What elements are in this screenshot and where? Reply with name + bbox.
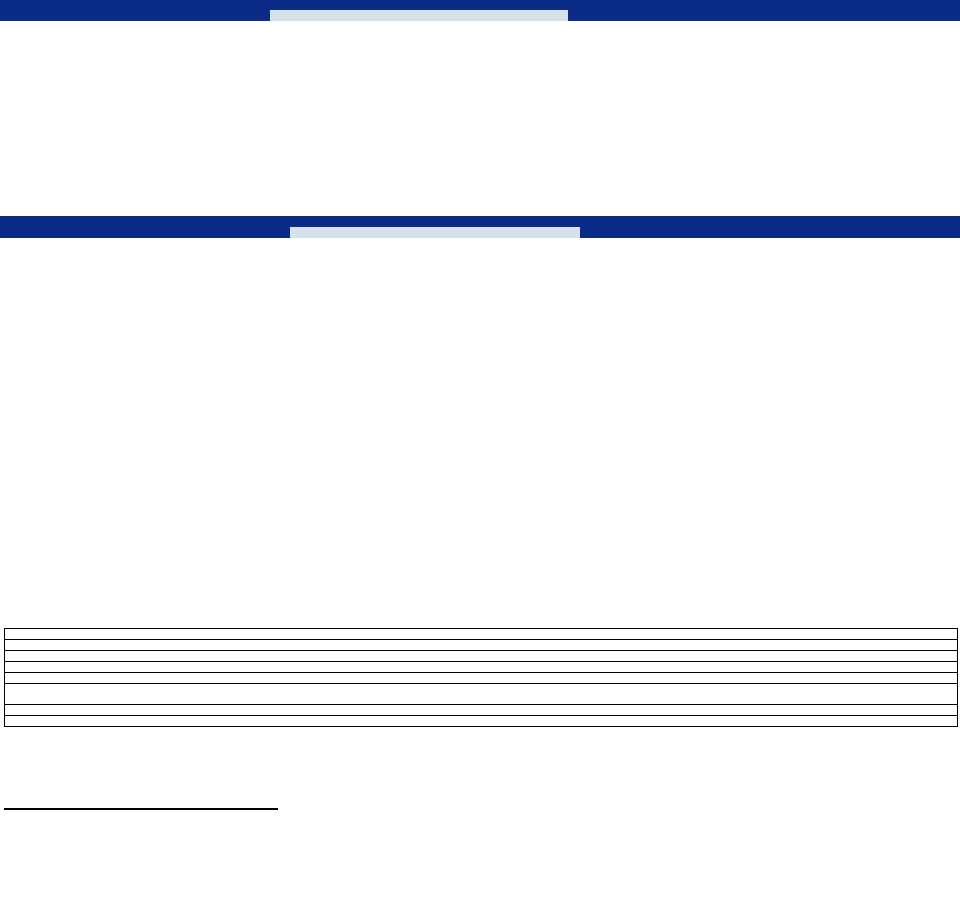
note-line (5, 705, 957, 716)
note-line (5, 694, 957, 705)
bank-accounts (4, 808, 278, 810)
note-line (5, 684, 957, 694)
note-line (5, 629, 957, 640)
note-line (5, 651, 957, 662)
note-line (5, 716, 957, 726)
note-line (5, 662, 957, 673)
note-line (5, 673, 957, 684)
note-line (5, 640, 957, 651)
notes-box (4, 628, 958, 727)
